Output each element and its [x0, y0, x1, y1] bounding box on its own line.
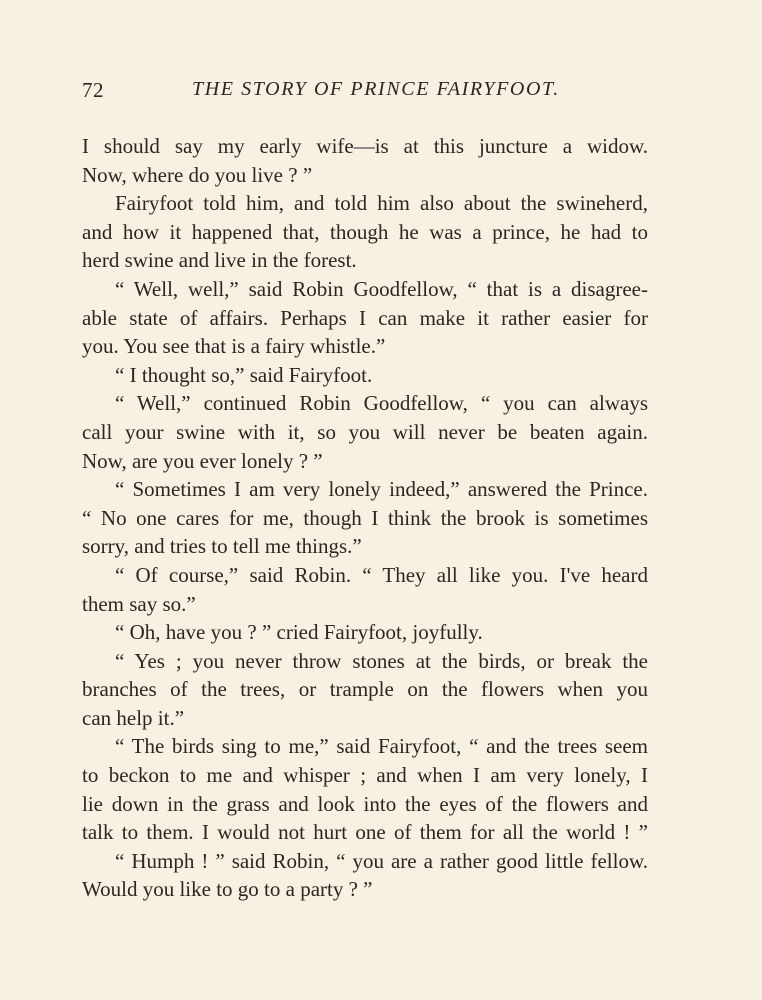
text-line: “ Of course,” said Robin. “ They all like you. I've heard — [115, 562, 648, 587]
text-line: Would you like to go to a party ? ” — [82, 877, 373, 902]
text-line: “ Well,” continued Robin Goodfellow, “ you can always — [115, 391, 648, 416]
running-title: THE STORY OF PRINCE FAIRYFOOT. — [192, 78, 560, 100]
running-head — [82, 78, 648, 104]
text-line: “ Humph ! ” said Robin, “ you are a rather good little fellow. — [115, 848, 648, 873]
page-number: 72 — [82, 78, 104, 102]
text-line: sorry, and tries to tell me things.” — [82, 534, 362, 559]
text-line: I should say my early wife—is at this juncture a widow. — [82, 134, 648, 158]
text-line: you. You see that is a fairy whistle.” — [82, 334, 386, 359]
text-line: herd swine and live in the forest. — [82, 248, 357, 273]
text-line: Now, where do you live ? ” — [82, 162, 313, 187]
text-line: them say so.” — [82, 591, 196, 616]
text-line: “ Yes ; you never throw stones at the birds, or break the — [115, 648, 648, 673]
text-line: lie down in the grass and look into the eyes of the flowers and — [82, 791, 648, 816]
text-line: “ I thought so,” said Fairyfoot. — [115, 362, 373, 387]
text-line: talk to them. I would not hurt one of them for all the world ! ” — [82, 820, 648, 845]
text-line: call your swine with it, so you will never be beaten again. — [82, 419, 648, 444]
text-line: “ The birds sing to me,” said Fairyfoot, “ and the trees seem — [115, 734, 648, 759]
text-line: and how it happened that, though he was a prince, he had to — [82, 219, 648, 244]
text-line: “ Well, well,” said Robin Goodfellow, “ that is a disagree- — [115, 276, 648, 301]
text-line: “ Oh, have you ? ” cried Fairyfoot, joyfully. — [115, 620, 483, 645]
text-line: to beckon to me and whisper ; and when I am very lonely, I — [82, 763, 648, 788]
text-line: able state of affairs. Perhaps I can make it rather easier for — [82, 305, 648, 330]
text-line: “ Sometimes I am very lonely indeed,” answered the Prince. — [115, 477, 648, 502]
text-line: Fairyfoot told him, and told him also about the swineherd, — [115, 191, 648, 216]
text-line: branches of the trees, or trample on the flowers when you — [82, 677, 648, 702]
body-text — [82, 132, 648, 904]
text-line: Now, are you ever lonely ? ” — [82, 448, 323, 473]
text-line: “ No one cares for me, though I think the brook is sometimes — [82, 505, 648, 530]
text-line: can help it.” — [82, 705, 185, 730]
